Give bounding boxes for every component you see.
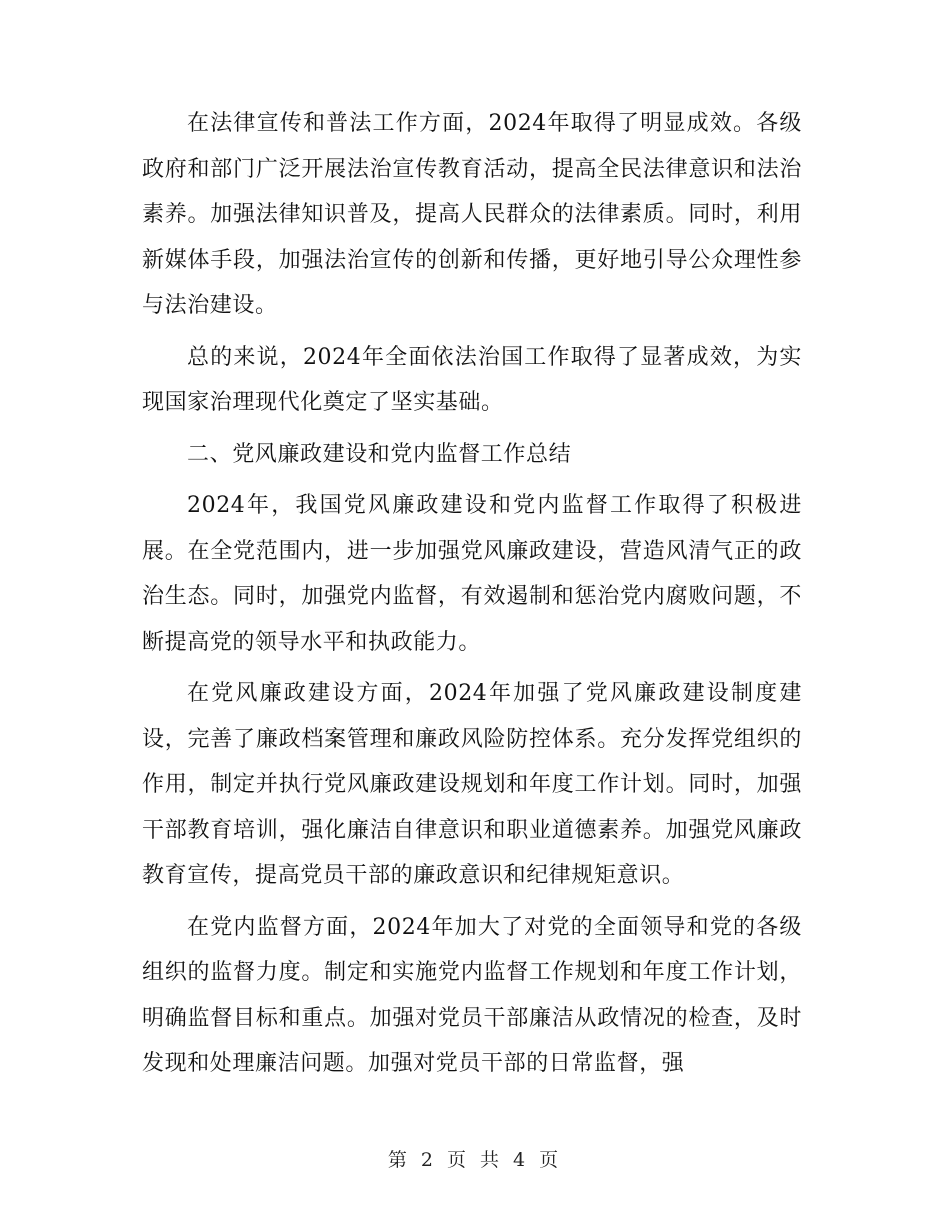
paragraph-party-overview: 2024年，我国党风廉政建设和党内监督工作取得了积极进展。在全党范围内，进一步加强党风廉政建设，营造风清气正的政治生态。同时，加强党内监督，有效遏制和惩治党内腐败问题，不断提高党的领导水平和执政能力。 bbox=[142, 493, 802, 655]
page-number-footer: 第 2 页 共 4 页 bbox=[387, 1149, 563, 1171]
paragraph-internal-supervision: 在党内监督方面，2024年加大了对党的全面领导和党的各级组织的监督力度。制定和实施党内监督工作规划和年度工作计划，明确监督目标和重点。加强对党员干部廉洁从政情况的检查，及时发现和处理廉洁问题。加强对党员干部的日常监督，强 bbox=[142, 914, 802, 1076]
paragraph-summary: 总的来说，2024年全面依法治国工作取得了显著成效，为实现国家治理现代化奠定了坚实基础。 bbox=[142, 344, 802, 415]
document-body bbox=[142, 101, 802, 1093]
paragraph-integrity-building: 在党风廉政建设方面，2024年加强了党风廉政建设制度建设，完善了廉政档案管理和廉政风险防控体系。充分发挥党组织的作用，制定并执行党风廉政建设规划和年度工作计划。同时，加强干部教育培训，强化廉洁自律意识和职业道德素养。加强党风廉政教育宣传，提高党员干部的廉政意识和纪律规矩意识。 bbox=[142, 681, 802, 888]
section-heading: 二、党风廉政建设和党内监督工作总结 bbox=[187, 441, 572, 467]
paragraph-legal-publicity: 在法律宣传和普法工作方面，2024年取得了明显成效。各级政府和部门广泛开展法治宣传教育活动，提高全民法律意识和法治素养。加强法律知识普及，提高人民群众的法律素质。同时，利用新媒体手段，加强法治宣传的创新和传播，更好地引导公众理性参与法治建设。 bbox=[142, 111, 802, 318]
